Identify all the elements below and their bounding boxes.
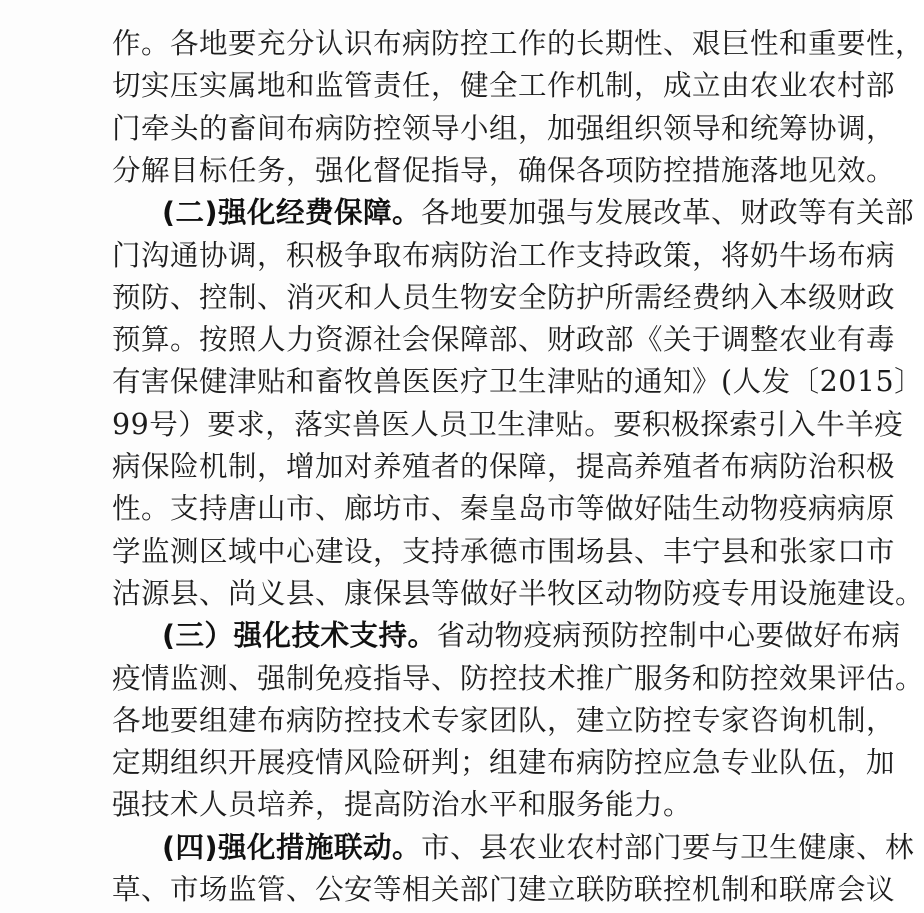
paragraph-2-line-9: 学监测区域中心建设，支持承德市围场县、丰宁县和张家口市 xyxy=(112,535,896,568)
section-heading-3: (三）强化技术支持。 xyxy=(162,619,437,652)
paragraph-2-line-4: 预算。按照人力资源社会保障部、财政部《关于调整农业有毒 xyxy=(112,323,896,356)
paragraph-1-line-3: 门牵头的畜间布病防控领导小组，加强组织领导和统筹协调， xyxy=(112,112,896,145)
paragraph-1-line-1: 作。各地要充分认识布病防控工作的长期性、艰巨性和重要性， xyxy=(112,27,924,60)
paragraph-2-line-5: 有害保健津贴和畜牧兽医医疗卫生津贴的通知》(人发〔2015〕 xyxy=(112,365,924,398)
paragraph-2-line-3: 预防、控制、消灭和人员生物安全防护所需经费纳入本级财政 xyxy=(112,281,896,314)
paragraph-2-line-1: 各地要加强与发展改革、财政等有关部 xyxy=(421,196,915,229)
paragraph-3-line-5: 强技术人员培养，提高防治水平和服务能力。 xyxy=(112,788,693,821)
paragraph-3-line-4: 定期组织开展疫情风险研判；组建布病防控应急专业队伍，加 xyxy=(112,746,896,779)
paragraph-3-first-line xyxy=(162,616,901,656)
paragraph-2-line-2: 门沟通协调，积极争取布病防治工作支持政策，将奶牛场布病 xyxy=(112,239,896,272)
paragraph-3-line-2: 疫情监测、强制免疫指导、防控技术推广服务和防控效果评估。 xyxy=(112,662,924,695)
section-heading-4: (四)强化措施联动。 xyxy=(162,831,422,864)
paragraph-2-line-6: 99号）要求，落实兽医人员卫生津贴。要积极探索引入牛羊疫 xyxy=(112,408,904,441)
paragraph-3-line-1: 省动物疫病预防控制中心要做好布病 xyxy=(436,619,901,652)
paragraph-1-line-4: 分解目标任务，强化督促指导，确保各项防控措施落地见效。 xyxy=(112,154,896,187)
paragraph-4-line-1: 市、县农业农村部门要与卫生健康、林 xyxy=(421,831,915,864)
paragraph-4-first-line xyxy=(162,828,914,868)
paragraph-2-line-8: 性。支持唐山市、廊坊市、秦皇岛市等做好陆生动物疫病病原 xyxy=(112,492,896,525)
paragraph-2-first-line xyxy=(162,193,914,233)
paragraph-1-line-2: 切实压实属地和监管责任，健全工作机制，成立由农业农村部 xyxy=(112,69,896,102)
paragraph-4-line-2: 草、市场监管、公安等相关部门建立联防联控机制和联席会议 xyxy=(112,873,896,906)
section-heading-2: (二)强化经费保障。 xyxy=(162,196,422,229)
paragraph-3-line-3: 各地要组建布病防控技术专家团队，建立防控专家咨询机制， xyxy=(112,704,896,737)
paragraph-2-line-7: 病保险机制，增加对养殖者的保障，提高养殖者布病防治积极 xyxy=(112,450,896,483)
paragraph-2-line-10: 沽源县、尚义县、康保县等做好半牧区动物防疫专用设施建设。 xyxy=(112,577,924,610)
